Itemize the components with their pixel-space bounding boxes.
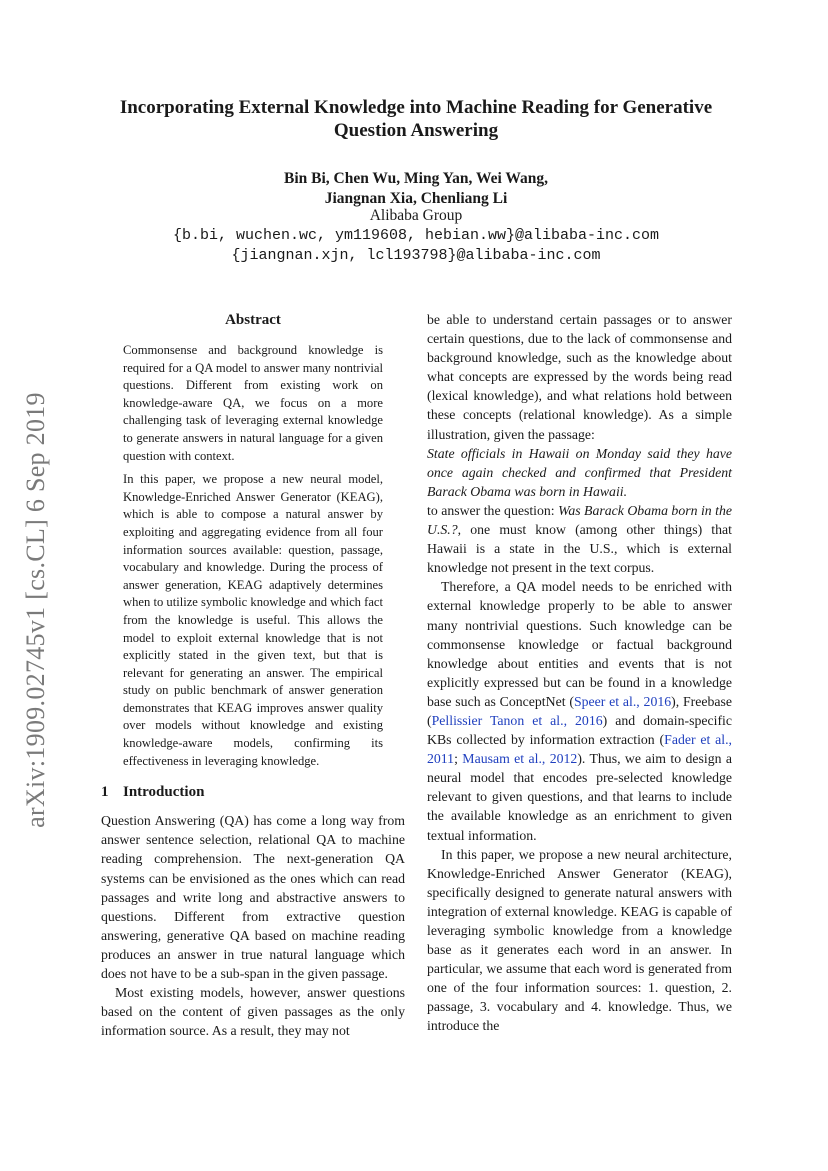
intro-paragraph-2: Most existing models, however, answer questions based on the content of given passages as the only information source. As a result, they may not	[101, 985, 405, 1039]
authors-line-2: Jiangnan Xia, Chenliang Li	[324, 190, 508, 207]
paragraph-text: ;	[454, 751, 463, 767]
intro-paragraph-1: Question Answering (QA) has come a long way from answer sentence selection, relational QA to machine reading comprehension. The next-generation QA systems can be envisioned as the ones which can read passages and write long and abstractive answers to questions. Different from extractive question answering, generative QA based on machine reading produces an answer in true natural language which does not have to be a sub-span in the given passage.	[101, 813, 405, 981]
affiliation: Alibaba Group	[369, 207, 463, 224]
abstract-paragraph-1: Commonsense and background knowledge is required for a QA model to answer many nontrivial questions. Different from existing work on knowledge-aware QA, we focus on a more challenging task of leveraging external knowledge to generate answers in natural language for a given question with context.	[123, 343, 383, 463]
citation-link[interactable]: Speer et al., 2016	[573, 693, 672, 709]
section-number: 1	[101, 784, 109, 801]
section-heading-introduction	[101, 782, 405, 802]
arxiv-identifier-text: arXiv:1909.02745v1 [cs.CL] 6 Sep 2019	[21, 392, 50, 828]
example-question-paragraph	[427, 501, 732, 577]
intro-paragraph-4	[427, 577, 732, 844]
paragraph-text: Therefore, a QA model needs to be enriched with external knowledge properly to be able to answer many nontrivial questions. Such knowledge can be commonsense knowledge or factual background knowledge about entities and events that is not explicitly expressed but can be found in a knowledge base such as ConceptNet (	[427, 579, 732, 709]
arxiv-identifier	[16, 375, 56, 845]
paragraph-text: ) and domain-specific KBs collected by information extraction (	[427, 712, 733, 748]
email-line-2: {jiangnan.xjn, lcl193798}@alibaba-inc.com	[231, 247, 601, 264]
intro-paragraph-5: In this paper, we propose a new neural architecture, Knowledge-Enriched Answer Generator (KEAG), specifically designed to generate natural answers with integration of external knowledge. KEAG is capable of leveraging symbolic knowledge from a knowledge base as it generates each word in an answer. In particular, we assume that each word is generated from one of the four information sources: 1. question, 2. passage, 3. vocabulary and 4. knowledge. Thus, we introduce the	[427, 846, 732, 1034]
intro-paragraph-3: be able to understand certain passages or to answer certain questions, due to the lack of commonsense and background knowledge, such as the knowledge about what concepts are expressed by the words being read (lexical knowledge), and what relations hold between these concepts (relational knowledge). As a simple illustration, given the passage:	[427, 312, 732, 442]
abstract-paragraph-2: In this paper, we propose a new neural model, Knowledge-Enriched Answer Generator (KEAG), which is able to compose a natural answer by exploiting and aggregating evidence from all four information sources available: question, passage, vocabulary and knowledge. During the process of answer generation, KEAG adaptively determines when to utilize symbolic knowledge and which fact from the knowledge is useful. This allows the model to exploit external knowledge that is not explicitly stated in the given text, but that is relevant for generating an answer. The empirical study on public benchmark of answer generation demonstrates that KEAG improves answer quality over models without knowledge and existing knowledge-aware models, confirming its effectiveness in leveraging knowledge.	[123, 472, 383, 768]
paragraph-text: ). Thus, we aim to design a neural model that encodes pre-selected knowledge relevant to given questions, and that learns to include the available knowledge as an enrichment to given textual information.	[427, 751, 732, 843]
question-follow-up: , one must know (among other things) that Hawaii is a state in the U.S., which is external knowledge not present in the text corpus.	[427, 522, 732, 576]
authors-line-1: Bin Bi, Chen Wu, Ming Yan, Wei Wang,	[283, 170, 549, 187]
right-column	[427, 310, 732, 1036]
example-question: Was Barack Obama born in the U.S.?	[427, 502, 733, 538]
author-list	[100, 169, 732, 209]
paragraph-text: ), Freebase (	[427, 693, 733, 728]
citation-link[interactable]: Pellissier Tanon et al., 2016	[431, 712, 603, 728]
citation-link[interactable]: Fader et al., 2011	[427, 732, 733, 767]
citation-link[interactable]: Mausam et al., 2012	[462, 751, 578, 767]
abstract-heading: Abstract	[225, 312, 281, 328]
example-passage: State officials in Hawaii on Monday said they have once again checked and confirmed that President Barack Obama was born in Hawaii.	[427, 445, 732, 499]
email-line-1: {b.bi, wuchen.wc, ym119608, hebian.ww}@alibaba-inc.com	[172, 227, 660, 244]
question-lead-in: to answer the question:	[427, 502, 559, 518]
paper-title: Incorporating External Knowledge into Machine Reading for Generative Question Answering	[119, 97, 713, 141]
left-column	[101, 310, 405, 1040]
section-title-text: Introduction	[123, 784, 205, 801]
